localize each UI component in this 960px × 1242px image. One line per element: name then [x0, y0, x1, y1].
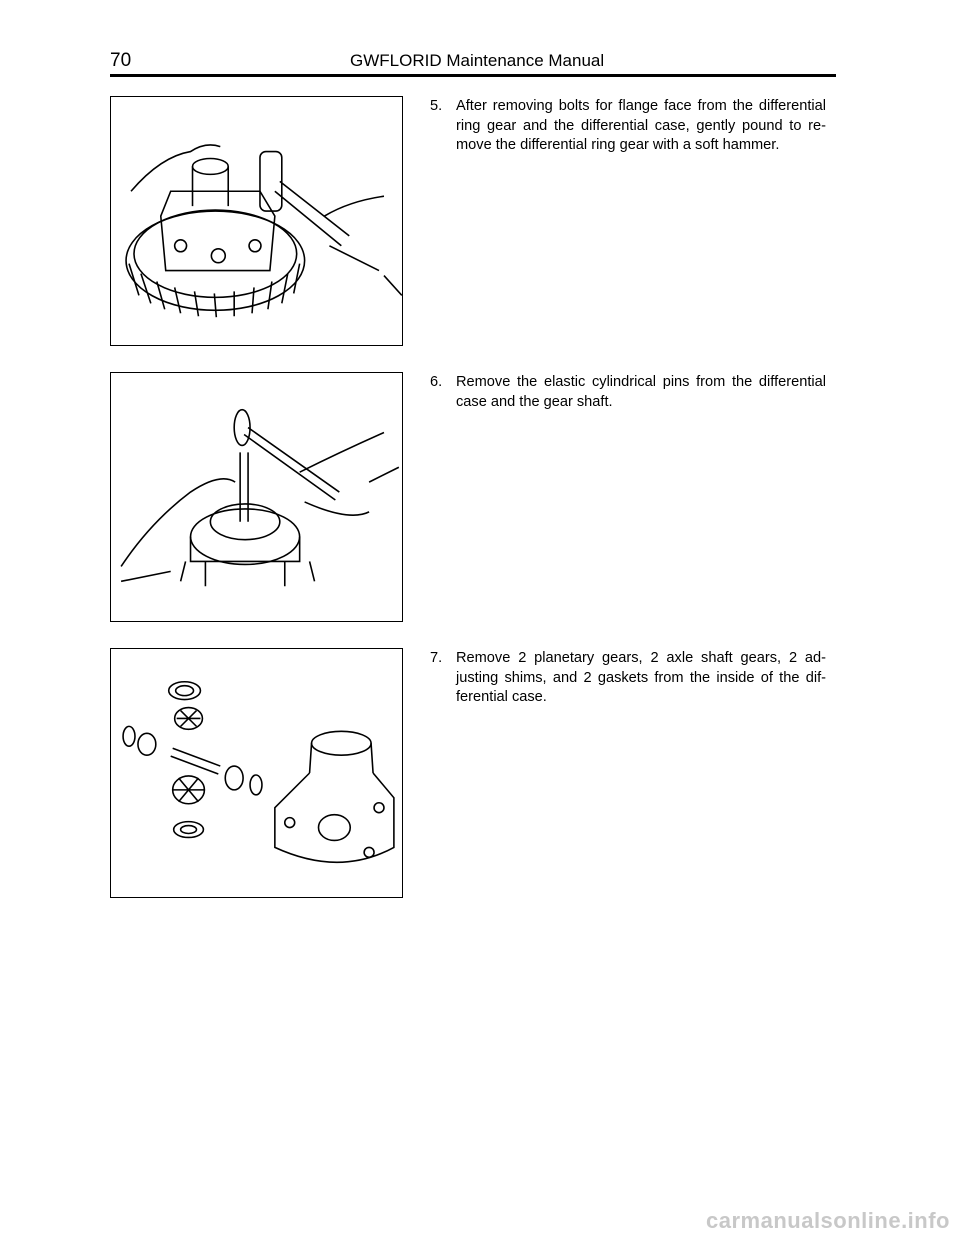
step-text: Remove the elastic cylindrical pins from the differential case and the gear shaft.	[456, 374, 826, 410]
step-number: 7.	[430, 650, 443, 666]
ring-gear-illustration	[111, 97, 402, 345]
exploded-parts-illustration	[111, 649, 402, 897]
figure-ring-gear-removal	[110, 96, 403, 346]
figure-pin-removal	[110, 372, 403, 622]
watermark: carmanualsonline.info	[706, 1208, 950, 1233]
figure-exploded-parts	[110, 648, 403, 898]
manual-title: GWFLORID Maintenance Manual	[350, 51, 605, 70]
pin-removal-illustration	[111, 373, 402, 621]
page-header	[110, 50, 836, 76]
step-number: 5.	[430, 98, 443, 114]
step-text: Remove 2 planetary gears, 2 axle shaft gears, 2 ad-justing shims, and 2 gaskets from the inside of the dif-ferential case.	[456, 650, 826, 705]
header-rule	[110, 74, 836, 77]
page-number: 70	[110, 50, 132, 71]
step-number: 6.	[430, 374, 443, 390]
step-text: After removing bolts for flange face from the differential ring gear and the differential case, gently pound to re-move the differential ring gear with a soft hammer.	[456, 98, 826, 153]
